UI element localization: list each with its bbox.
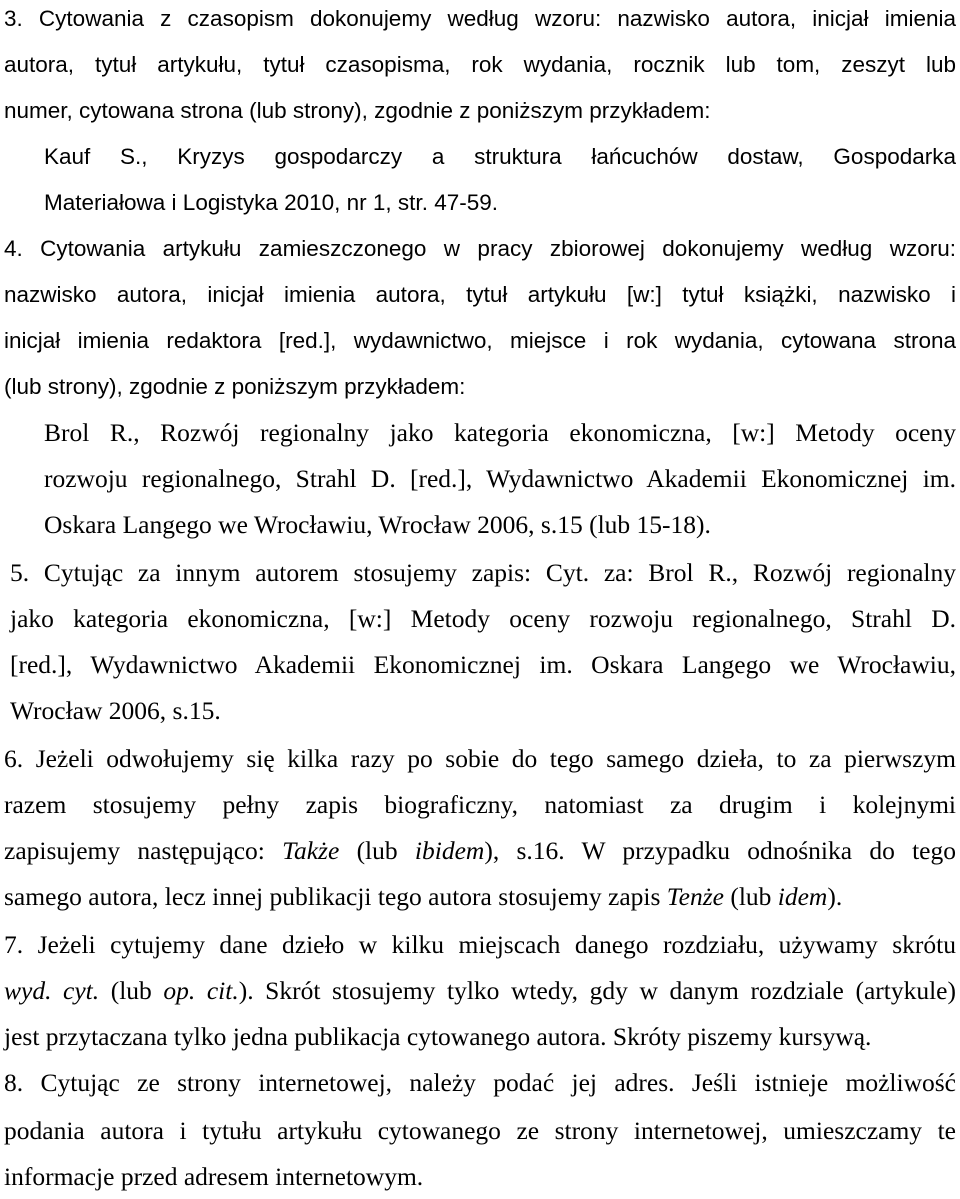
p8-line-2: podania autora i tytułu artykułu cytowanego ze strony internetowej, umieszczamy te [4,1116,956,1145]
p7-line-2-text-b: (lub [99,976,164,1005]
p7-line-2 [4,976,956,1006]
p8-line-1: 8. Cytując ze strony internetowej, należy podać jej adres. Jeśli istnieje możliwość [4,1068,956,1097]
p6-line-4-text-c: (lub [723,882,778,911]
p4-line-2: nazwisko autora, inicjał imienia autora, tytuł artykułu [w:] tytuł książki, nazwisko i [4,282,956,307]
p5-line-2: jako kategoria ekonomiczna, [w:] Metody oceny rozwoju regionalnego, Strahl D. [10,604,956,633]
p6-line-1: 6. Jeżeli odwołujemy się kilka razy po sobie do tego samego dzieła, to za pierwszym [4,744,956,773]
p6-term-takze: Także [282,836,340,865]
p8-line-3: informacje przed adresem internetowym. [4,1162,424,1191]
p3-example-line-1: Kauf S., Kryzys gospodarczy a struktura łańcuchów dostaw, Gospodarka [44,144,956,169]
p4-example-line-2: rozwoju regionalnego, Strahl D. [red.], Wydawnictwo Akademii Ekonomicznej im. [44,464,956,493]
p3-line-1: 3. Cytowania z czasopism dokonujemy według wzoru: nazwisko autora, inicjał imienia [4,6,956,31]
p7-line-2-text-d: ). Skrót stosujemy tylko wtedy, gdy w danym rozdziale (artykule) [238,976,956,1005]
p4-line-3: inicjał imienia redaktora [red.], wydawnictwo, miejsce i rok wydania, cytowana strona [4,328,956,353]
p6-term-tenze: Tenże [666,882,724,911]
p7-line-3: jest przytaczana tylko jedna publikacja cytowanego autora. Skróty piszemy kursywą. [4,1022,872,1051]
p6-line-3-text-e: ), s.16. W przypadku odnośnika do tego [484,836,957,865]
p7-line-1: 7. Jeżeli cytujemy dane dzieło w kilku miejscach danego rozdziału, używamy skrótu [4,930,956,959]
p6-line-2: razem stosujemy pełny zapis biograficzny, natomiast za drugim i kolejnymi [4,790,956,819]
p7-term-wyd-cyt: wyd. cyt. [4,976,100,1005]
p5-line-3: [red.], Wydawnictwo Akademii Ekonomicznej im. Oskara Langego we Wrocławiu, [10,650,956,679]
p3-line-2: autora, tytuł artykułu, tytuł czasopisma, rok wydania, rocznik lub tom, zeszyt lub [4,52,956,77]
p4-example-line-3: Oskara Langego we Wrocławiu, Wrocław 2006, s.15 (lub 15-18). [44,510,711,539]
p6-term-ibidem: ibidem [414,836,485,865]
p5-line-4: Wrocław 2006, s.15. [10,696,221,725]
p4-example-line-1: Brol R., Rozwój regionalny jako kategoria ekonomiczna, [w:] Metody oceny [44,418,956,447]
p6-term-idem: idem [777,882,828,911]
p6-line-4 [4,882,956,912]
p7-term-op-cit: op. cit. [163,976,239,1005]
p6-line-3-text-c: (lub [339,836,415,865]
p5-line-1: 5. Cytując za innym autorem stosujemy zapis: Cyt. za: Brol R., Rozwój regionalny [10,558,956,587]
p4-line-1: 4. Cytowania artykułu zamieszczonego w pracy zbiorowej dokonujemy według wzoru: [4,236,956,261]
p6-line-4-text-a: samego autora, lecz innej publikacji tego autora stosujemy zapis [4,882,667,911]
p3-example-line-2: Materiałowa i Logistyka 2010, nr 1, str. 47-59. [44,190,498,215]
p4-line-4: (lub strony), zgodnie z poniższym przykładem: [4,374,466,399]
p6-line-3 [4,836,956,866]
p6-line-3-text-a: zapisujemy następująco: [4,836,283,865]
p3-line-3: numer, cytowana strona (lub strony), zgodnie z poniższym przykładem: [4,98,711,123]
p6-line-4-text-e: ). [827,882,843,911]
